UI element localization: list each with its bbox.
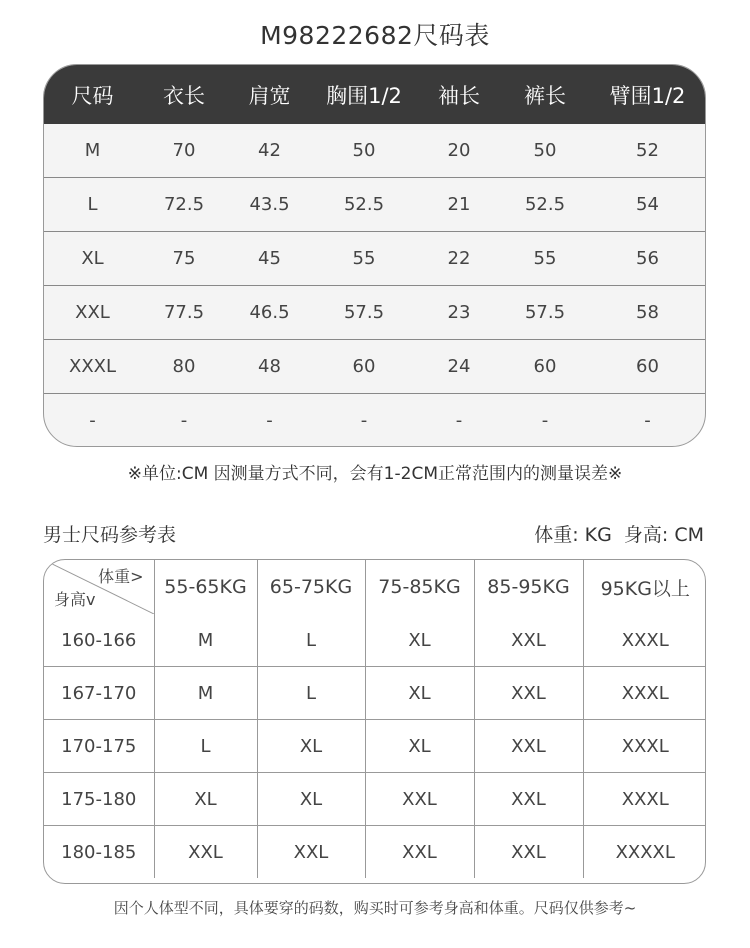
size-cell: XL — [365, 614, 474, 667]
size-table-header-row — [44, 65, 706, 124]
size-cell: XXL — [154, 826, 257, 879]
size-table — [44, 65, 706, 447]
table-cell: 54 — [588, 178, 706, 232]
table-cell: - — [227, 394, 312, 448]
size-cell: XXL — [474, 614, 583, 667]
size-cell: XXL — [257, 826, 365, 879]
size-cell: XL — [257, 773, 365, 826]
table-cell: 43.5 — [227, 178, 312, 232]
size-cell: M — [154, 667, 257, 720]
table-cell: 21 — [416, 178, 502, 232]
table-cell: 80 — [141, 340, 227, 394]
height-cell: 167-170 — [44, 667, 154, 720]
table-row — [44, 286, 706, 340]
table-cell: - — [502, 394, 588, 448]
weight-header-cell: 75-85KG — [365, 560, 474, 614]
size-cell: XL — [365, 720, 474, 773]
table-cell: - — [312, 394, 416, 448]
measurement-note: ※单位:CM 因测量方式不同，会有1-2CM正常范围内的测量误差※ — [127, 464, 623, 484]
size-cell: XXL — [365, 826, 474, 879]
table-row — [44, 667, 706, 720]
table-cell: 55 — [502, 232, 588, 286]
size-cell: L — [154, 720, 257, 773]
weight-axis-label: 体重> — [98, 567, 144, 586]
size-header-cell: 肩宽 — [227, 65, 312, 124]
size-cell: XXXL — [583, 614, 706, 667]
size-header-cell: 胸围1/2 — [312, 65, 416, 124]
size-cell: L — [257, 614, 365, 667]
table-row — [44, 614, 706, 667]
size-cell: XXL — [474, 826, 583, 879]
weight-header-cell: 65-75KG — [257, 560, 365, 614]
table-row — [44, 232, 706, 286]
table-cell: 45 — [227, 232, 312, 286]
table-cell: 57.5 — [312, 286, 416, 340]
size-cell: XXXL — [583, 773, 706, 826]
table-cell: XXL — [44, 286, 141, 340]
ref-header-row — [44, 560, 706, 614]
table-cell: 50 — [533, 140, 557, 161]
size-cell: XL — [257, 720, 365, 773]
size-cell: XL — [365, 667, 474, 720]
table-cell: M — [84, 140, 101, 161]
size-table-container — [43, 64, 706, 447]
table-cell: XL — [44, 232, 141, 286]
table-cell: 60 — [312, 340, 416, 394]
table-cell: 20 — [447, 140, 471, 161]
table-row — [44, 178, 706, 232]
table-cell: 23 — [416, 286, 502, 340]
table-cell: 60 — [502, 340, 588, 394]
table-cell: 52 — [636, 140, 659, 161]
table-cell: 72.5 — [141, 178, 227, 232]
height-cell: 170-175 — [44, 720, 154, 773]
size-cell: XXL — [365, 773, 474, 826]
table-cell: 75 — [141, 232, 227, 286]
table-cell: 46.5 — [227, 286, 312, 340]
table-cell: - — [416, 394, 502, 448]
table-cell: 50 — [352, 140, 376, 161]
table-cell: 56 — [588, 232, 706, 286]
table-row — [44, 720, 706, 773]
table-cell: 77.5 — [141, 286, 227, 340]
size-header-cell: 尺码 — [44, 65, 141, 124]
footer-note: 因个人体型不同，具体要穿的码数，购买时可参考身高和体重。尺码仅供参考~ — [113, 899, 637, 917]
table-row — [44, 773, 706, 826]
size-cell: M — [154, 614, 257, 667]
size-header-cell: 臂围1/2 — [588, 65, 706, 124]
height-axis-label: 身高v — [54, 590, 96, 609]
table-cell: 48 — [227, 340, 312, 394]
weight-header-cell: 95KG以上 — [600, 577, 690, 600]
height-cell: 160-166 — [44, 614, 154, 667]
weight-header-cell: 55-65KG — [154, 560, 257, 614]
table-cell: - — [44, 394, 141, 448]
table-cell: 52.5 — [312, 178, 416, 232]
table-cell: 24 — [416, 340, 502, 394]
table-cell: - — [141, 394, 227, 448]
table-row — [44, 340, 706, 394]
ref-units-label: 体重: KG 身高: CM — [534, 524, 704, 546]
size-header-cell: 裤长 — [502, 65, 588, 124]
size-cell: XXL — [474, 667, 583, 720]
table-cell: 22 — [416, 232, 502, 286]
size-header-cell: 袖长 — [416, 65, 502, 124]
table-cell: 42 — [258, 140, 281, 161]
ref-table — [44, 560, 706, 878]
size-cell: XL — [154, 773, 257, 826]
table-cell: 57.5 — [502, 286, 588, 340]
table-cell: 70 — [172, 140, 196, 161]
size-cell: XXL — [474, 773, 583, 826]
corner-cell — [44, 560, 154, 614]
page-title: M98222682尺码表 — [260, 21, 490, 50]
table-row — [44, 826, 706, 879]
table-cell: L — [44, 178, 141, 232]
weight-header-cell: 85-95KG — [474, 560, 583, 614]
table-cell: XXXL — [44, 340, 141, 394]
size-header-cell: 衣长 — [141, 65, 227, 124]
size-cell: XXXL — [583, 667, 706, 720]
size-cell: XXXXL — [615, 841, 675, 863]
height-cell: 180-185 — [44, 826, 154, 879]
table-cell: - — [588, 394, 706, 448]
ref-table-container — [43, 559, 706, 884]
table-cell: 60 — [588, 340, 706, 394]
ref-table-title: 男士尺码参考表 — [43, 524, 177, 546]
table-row — [44, 394, 706, 448]
table-cell: 52.5 — [502, 178, 588, 232]
table-row — [44, 124, 706, 178]
height-cell: 175-180 — [44, 773, 154, 826]
size-cell: XXL — [474, 720, 583, 773]
size-cell: L — [257, 667, 365, 720]
size-cell: XXXL — [583, 720, 706, 773]
table-cell: 55 — [312, 232, 416, 286]
table-cell: 58 — [588, 286, 706, 340]
